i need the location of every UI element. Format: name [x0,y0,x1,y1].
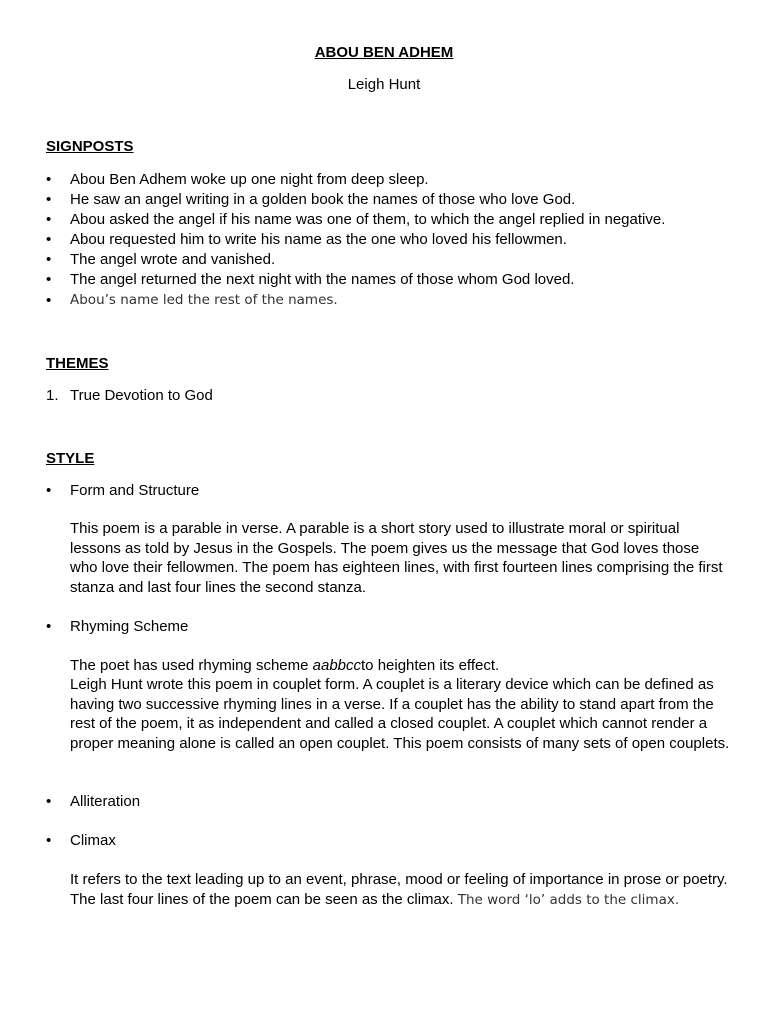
rhyme-line-post: to heighten its effect. [361,657,500,674]
style-heading: STYLE [46,450,95,467]
rhyme-scheme-line [70,656,499,675]
style-item-label: Climax [70,832,116,849]
rhyme-scheme-pattern: aabbcc [312,657,362,674]
bullet-icon: • [46,482,52,499]
climax-paragraph-tail: The word ‘lo’ adds to the climax. [457,891,680,908]
signpost-text: Abou Ben Adhem woke up one night from deep sleep. [70,171,429,188]
document-title: ABOU BEN ADHEM [314,44,454,61]
climax-paragraph-main: It refers to the text leading up to an event, phrase, mood or feeling of importance in prose or poetry. The last four lines of the poem can be seen as the climax. [70,871,728,908]
signpost-text: The angel returned the next night with the names of those whom God loved. [70,271,575,288]
themes-heading: THEMES [46,355,109,372]
bullet-icon: • [46,251,52,268]
theme-text: True Devotion to God [70,387,213,404]
signposts-heading: SIGNPOSTS [46,138,134,155]
bullet-icon: • [46,211,52,228]
signpost-text: Abou asked the angel if his name was one of them, to which the angel replied in negative. [70,211,666,228]
style-item-label: Rhyming Scheme [70,618,189,635]
climax-paragraph [70,870,730,910]
form-paragraph: This poem is a parable in verse. A parable is a short story used to illustrate moral or spiritual lessons as told by Jesus in the Gospels. The poem gives us the message that God loves those who love their fellowmen. The poem has eighteen lines, with first fourteen lines comprising the first stanza and last four lines the second stanza. [70,520,723,596]
style-item-label: Alliteration [70,793,141,810]
document-author: Leigh Hunt [347,76,421,93]
signpost-text: The angel wrote and vanished. [70,251,276,268]
bullet-icon: • [46,793,52,810]
signpost-text: Abou’s name led the rest of the names. [70,292,338,308]
bullet-icon: • [46,618,52,635]
style-item-label: Form and Structure [70,482,200,499]
signpost-text: He saw an angel writing in a golden book the names of those who love God. [70,191,576,208]
rhyme-paragraph: Leigh Hunt wrote this poem in couplet form. A couplet is a literary device which can be defined as having two successive rhyming lines in a verse. If a couplet has the ability to stand apart from the rest of the poem, it as independent and called a closed couplet. A couplet which cannot render a proper meaning alone is called an open couplet. This poem consists of many sets of open couplets. [70,676,730,752]
theme-number: 1. [46,387,59,404]
bullet-icon: • [46,292,52,309]
bullet-icon: • [46,171,52,188]
bullet-icon: • [46,231,52,248]
bullet-icon: • [46,191,52,208]
signpost-text: Abou requested him to write his name as the one who loved his fellowmen. [70,231,567,248]
bullet-icon: • [46,271,52,288]
rhyme-line-pre: The poet has used rhyming scheme [70,657,313,674]
bullet-icon: • [46,832,52,849]
